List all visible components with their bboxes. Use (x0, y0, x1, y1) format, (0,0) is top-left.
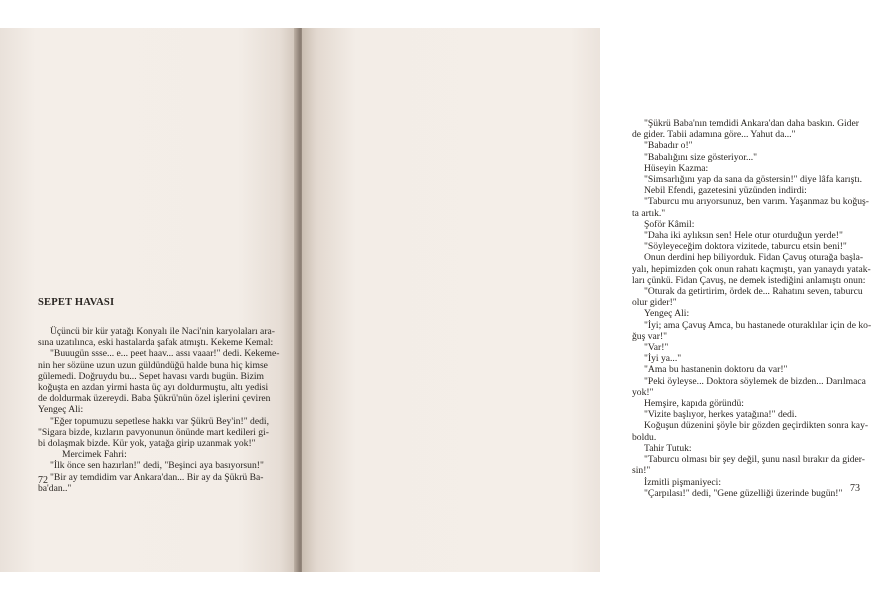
text-line: boldu. (632, 431, 657, 443)
text-line: Üçüncü bir kür yatağı Konyalı ile Naci'nin karyolaları ara- (50, 326, 275, 337)
left-page (0, 28, 298, 572)
text-line: Koğuşun düzenini şöyle bir gözden geçirdikten sonra kay- (644, 420, 869, 432)
text-line: "Taburcu olması bir şey değil, şunu nasıl bırakır da gider- (644, 454, 865, 466)
text-line: Yengeç Ali: (38, 404, 84, 416)
open-book (0, 28, 871, 572)
text-line: Hemşire, kapıda göründü: (644, 398, 744, 410)
text-line: de doldurmak üzereydi. Baba Şükrü'nün özel işlerini çeviren (38, 393, 271, 405)
text-line: "Vizite başlıyor, herkes yatağına!" dedi. (644, 409, 797, 421)
text-line: "Bir ay temdidim var Ankara'dan... Bir ay da Şükrü Ba- (50, 471, 264, 483)
text-line: "İyi; ama Çavuş Amca, bu hastanede oturaklılar için de ko- (644, 319, 871, 331)
text-line: "Sigara bizde, kızların pavyonunun önünde mart kedileri gi- (38, 426, 269, 438)
text-line: "Simsarlığını yap da sana da göstersin!" diye lâfa karıştı. (644, 174, 863, 186)
text-line: ba'dan.." (38, 482, 72, 494)
text-line: "İlk önce sen hazırlan!" dedi, "Beşinci aya basıyorsun!" (50, 460, 264, 472)
text-line: sına uzatılınca, eski hastalarda şafak atmıştı. Kekeme Kemal: (38, 337, 274, 349)
text-line: ları çünkü. Fidan Çavuş, ne demek istediğini anlamıştı onun: (632, 274, 866, 286)
right-page-text (632, 118, 871, 499)
text-line: "Babalığını size gösteriyor..." (644, 151, 758, 163)
text-line: koğuşta en azdan yirmi hasta üç ayı doldurmuştu, altı yedisi (38, 382, 269, 394)
text-line: "Ama bu hastanenin doktoru da var!" (644, 364, 788, 376)
text-line: "Taburcu mu arıyorsunuz, ben varım. Yaşanmaz bu koğuş- (644, 196, 869, 208)
text-line: "Oturak da getirtirim, ördek de... Rahatını seven, taburcu (644, 286, 863, 298)
text-line: Hüseyin Kazma: (644, 162, 709, 174)
text-line: ta artık." (632, 207, 666, 219)
right-page (302, 28, 871, 572)
text-line: "İyi ya..." (644, 353, 682, 365)
text-line: Tahir Tutuk: (644, 442, 692, 454)
text-line: "Eğer topumuzu sepetlese hakkı var Şükrü Bey'in!" dedi, (50, 415, 269, 427)
text-line: "Var!" (644, 342, 669, 354)
text-line: sin!" (632, 465, 651, 477)
text-line: yok!" (632, 386, 654, 398)
text-line: Şoför Kâmil: (644, 218, 695, 230)
text-line: ğuş var!" (632, 330, 668, 342)
text-line: "Peki öyleyse... Doktora söylemek de bizden... Darılmaca (644, 375, 866, 387)
text-line: bi dolaşmak bizde. Kür yok, yatağa girip uzanmak yok!" (38, 438, 256, 450)
text-line: yalı, hepimizden çok onun rahatı kaçmıştı, yan yanaydı yatak- (632, 263, 871, 275)
page-number-left: 72 (38, 475, 48, 486)
text-line: İzmitli pişmaniyeci: (644, 476, 721, 488)
text-line: "Söyleyeceğim doktora vizitede, taburcu etsin beni!" (644, 241, 847, 253)
left-page-text (38, 326, 280, 494)
text-line: gülemedi. Doğruydu bu... Sepet havası vardı bugün. Bizim (38, 370, 264, 382)
chapter-title: SEPET HAVASI (38, 297, 115, 308)
text-line: "Şükrü Baba'nın temdidi Ankara'dan daha baskın. Gider (644, 118, 859, 129)
text-line: "Buuugün ssse... e... peet haav... assı vaaar!" dedi. Kekeme- (50, 348, 280, 360)
text-line: de gider. Tabii adamına göre... Yahut da..." (632, 129, 796, 141)
text-line: nin her sözüne uzun uzun güldündüğü halde buna hiç kimse (38, 359, 268, 371)
text-line: Yengeç Ali: (644, 308, 690, 320)
text-line: "Çarpılası!" dedi, "Gene güzelliği üzerinde bugün!" (644, 487, 843, 499)
text-line: "Babadır o!" (644, 140, 693, 152)
text-line: Mercimek Fahri: (62, 449, 127, 461)
text-line: olur gider!" (632, 297, 677, 309)
text-line: "Daha iki aylıksın sen! Hele otur oturduğun yerde!" (644, 230, 843, 242)
text-line: Onun derdini hep biliyorduk. Fidan Çavuş oturağa başla- (644, 252, 864, 264)
page-number-right: 73 (850, 483, 860, 494)
text-line: Nebil Efendi, gazetesini yüzünden indirdi: (644, 185, 807, 197)
